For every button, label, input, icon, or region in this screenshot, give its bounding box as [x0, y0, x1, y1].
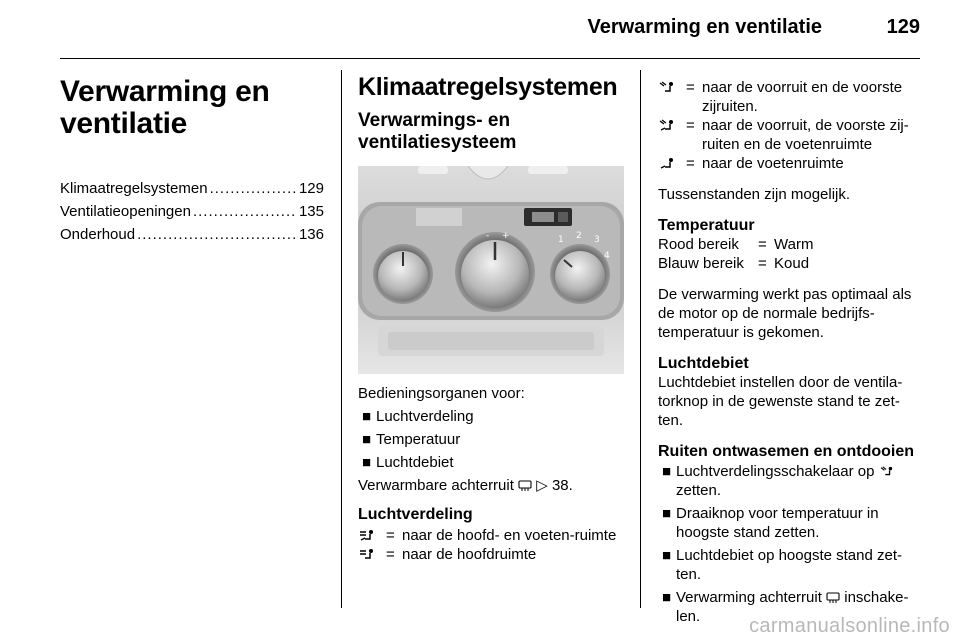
definition-row: = naar de hoofd- en voeten-ruimte: [358, 526, 624, 545]
rear-window-note: Verwarmbare achterruit ▷ 38.: [358, 477, 573, 494]
luchtverdeling-heading: Luchtverdeling: [358, 506, 473, 523]
section-heading: Klimaatregelsystemen: [358, 73, 618, 101]
toc-entry-klimaatregelsystemen[interactable]: [60, 180, 324, 203]
page-number: 129: [886, 16, 920, 38]
toc-entry-ventilatieopeningen[interactable]: [60, 203, 324, 226]
toc-label: Onderhoud: [60, 226, 136, 243]
list-item: ■ Luchtdebiet op hoogste stand zet-ten.: [662, 547, 902, 583]
controls-intro: Bedieningsorganen voor:: [358, 385, 525, 402]
rear-window-heater-icon: [518, 480, 532, 492]
chapter-title: Verwarming en ventilatie: [60, 75, 270, 140]
temperatuur-heading: Temperatuur: [658, 217, 755, 234]
list-item: ■ Luchtdebiet: [362, 454, 454, 471]
definition-row: Blauw bereik = Koud: [658, 255, 810, 272]
definition-row: = naar de voorruit, de voorste zij-ruiten en de voetenruimte: [658, 116, 922, 154]
rear-window-heater-icon: [826, 592, 840, 604]
temperature-plus-mark: +: [502, 231, 510, 241]
table-of-contents: [60, 180, 324, 249]
column-3: [658, 78, 922, 626]
toc-page: 135: [298, 203, 324, 220]
luchtdebiet-text: Luchtdebiet instellen door de ventila-torknop in de gewenste stand te zet-ten.: [658, 374, 903, 429]
list-item: ■ Temperatuur: [362, 431, 461, 448]
list-item: ■ Verwarming achterruit inschake-len.: [662, 589, 909, 625]
head-feet-airflow-icon: [358, 529, 376, 543]
feet-airflow-icon: [658, 157, 676, 171]
list-item: ■ Luchtverdeling: [362, 408, 474, 425]
toc-page: 129: [298, 180, 324, 197]
fan-speed-mark-3: 3: [594, 235, 600, 245]
intermediate-note: Tussenstanden zijn mogelijk.: [658, 186, 851, 203]
luchtdebiet-heading: Luchtdebiet: [658, 355, 749, 372]
fan-speed-mark-2: 2: [576, 231, 582, 241]
windscreen-feet-airflow-icon: [658, 119, 676, 133]
toc-label: Ventilatieopeningen: [60, 203, 191, 220]
temperature-note: De verwarming werkt pas optimaal als de motor op de normale bedrijfs-temperatuur is gekomen.: [658, 286, 912, 341]
toc-page: 136: [298, 226, 324, 243]
definition-row: = naar de voorruit en de voorste zijruiten.: [658, 78, 922, 116]
column-divider-1: [341, 70, 342, 608]
climate-control-panel-photo: [358, 166, 624, 374]
header-divider: [60, 58, 920, 59]
watermark: carmanualsonline.info: [749, 615, 950, 637]
definition-row: Rood bereik = Warm: [658, 236, 814, 253]
defrost-heading: Ruiten ontwasemen en ontdooien: [658, 443, 915, 460]
definition-row: = naar de hoofdruimte: [358, 545, 624, 564]
fan-speed-mark-4: 4: [604, 251, 610, 261]
fan-speed-mark-1: 1: [558, 235, 564, 245]
head-airflow-icon: [358, 548, 376, 562]
windscreen-airflow-icon: [879, 466, 895, 478]
windscreen-airflow-icon: [658, 81, 676, 95]
list-item: ■ Luchtverdelingsschakelaar op zetten.: [658, 462, 922, 500]
toc-entry-onderhoud[interactable]: [60, 226, 324, 249]
page-reference-arrow-icon: ▷: [536, 477, 548, 494]
list-item: ■ Draaiknop voor temperatuur in hoogste stand zetten.: [662, 505, 879, 541]
definition-row: = naar de voetenruimte: [658, 154, 922, 173]
column-2: [358, 72, 624, 564]
subsection-heading: Verwarmings- en ventilatiesysteem: [358, 110, 517, 153]
temperature-minus-mark: -: [486, 231, 490, 241]
toc-label: Klimaatregelsystemen: [60, 180, 208, 197]
running-header-title: Verwarming en ventilatie: [587, 16, 822, 38]
column-divider-2: [640, 70, 641, 608]
